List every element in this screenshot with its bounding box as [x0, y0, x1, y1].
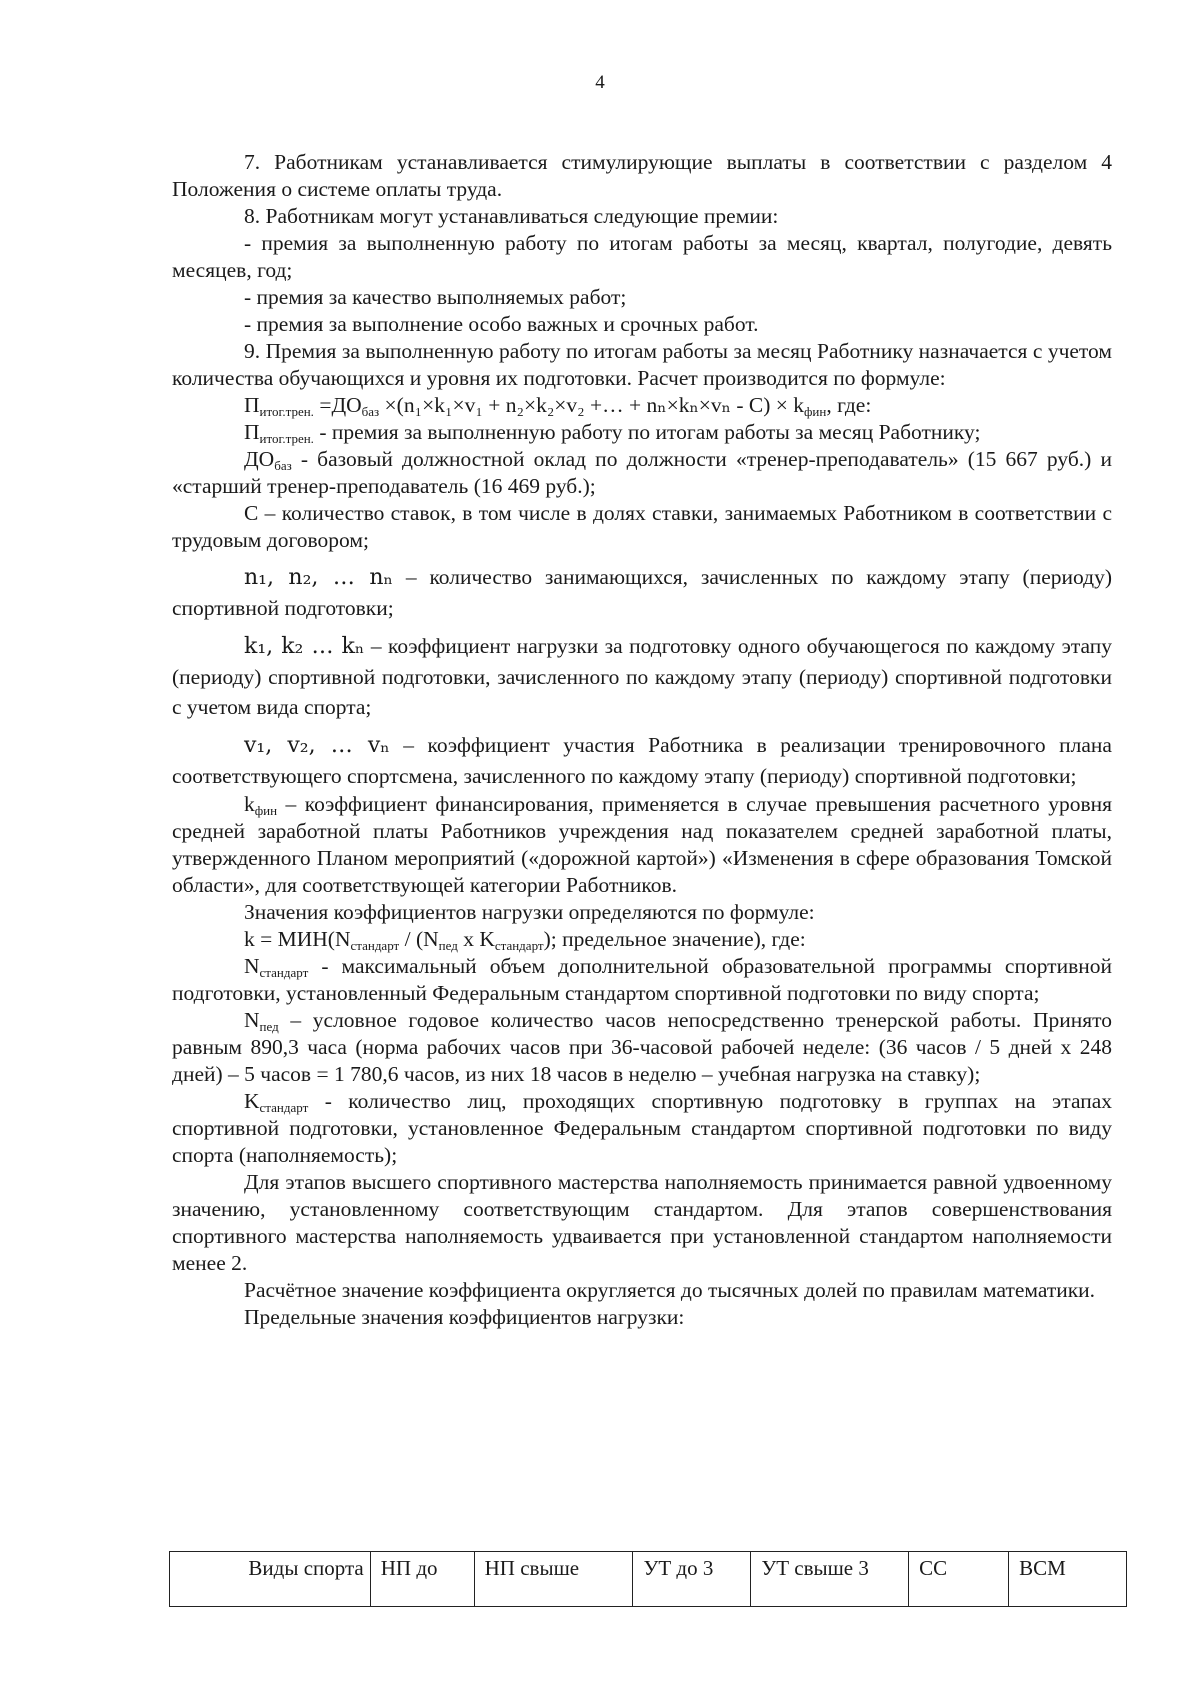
definition-bonus: $П_{итог.трен.}$ - премия за выполненную работу по итогам работы за месяц Работнику;	[244, 420, 981, 446]
definition-students: n₁, n₂, … nₙ – количество занимающихся, зачисленных по каждому этапу (периоду) спортивной подготовки;	[172, 565, 1112, 620]
definition-load-coefficient: k₁, k₂ … kₙ – коэффициент нагрузки за подготовку одного обучающегося по каждому этапу (периоду) спортивной подготовки, зачисленного по каждому этапу (периоду) спортивной подготовки с учетом вида спорта;	[172, 634, 1113, 719]
paragraph-high-mastery: Для этапов высшего спортивного мастерства наполняемость принимается равной удвоенному значению, установленному соответствующим стандартом. Для этапов совершенствования спортивного мастерства наполняемость удваивается при установленной стандартом наполняемости менее 2.	[172, 1170, 1112, 1275]
paragraph-7: 7. Работникам устанавливается стимулирующие выплаты в соответствии с разделом 4 Положения о системе оплаты труда.	[172, 150, 1112, 201]
bonus-item-2: - премия за качество выполняемых работ;	[244, 285, 627, 309]
coefficient-intro: Значения коэффициентов нагрузки определяются по формуле:	[244, 900, 815, 924]
table-header-sport: Виды спорта	[170, 1552, 371, 1607]
paragraph-rounding: Расчётное значение коэффициента округляется до тысячных долей по правилам математики.	[244, 1278, 1096, 1302]
definition-financing-coefficient: $k_{фин}$ – коэффициент финансирования, применяется в случае превышения расчетного уровня средней заработной платы Работников учреждения над показателем средней заработной платы, утвержденного Планом мероприятий («дорожной картой») «Изменения в сфере образования Томской области», для соответствующей категории Работников.	[172, 792, 1112, 897]
definition-k-standard: $K_{стандарт}$ - количество лиц, проходящих спортивную подготовку в группах на этапах спортивной подготовки, установленное Федеральным стандартом спортивной подготовки по виду спорта (наполняемость);	[172, 1089, 1112, 1167]
table-header-row	[170, 1552, 1127, 1607]
paragraph-limits: Предельные значения коэффициентов нагрузки:	[244, 1305, 685, 1329]
table-header-np-to: НП до	[370, 1552, 474, 1607]
table-header-np-over: НП свыше	[474, 1552, 633, 1607]
definition-participation-coefficient: v₁, v₂, … vₙ – коэффициент участия Работника в реализации тренировочного плана соответствующего спортсмена, зачисленного по каждому этапу (периоду) спортивной подготовки;	[172, 733, 1112, 788]
bonus-item-3: - премия за выполнение особо важных и срочных работ.	[244, 312, 759, 336]
coefficient-formula: $k = МИН(N_{стандарт} / (N_{пед}$ x $K_{стандарт}$); предельное значение), где:	[244, 927, 806, 953]
limits-table	[169, 1551, 1127, 1607]
bonus-formula: $П_{итог.трен.} =ДО_{баз} \times(n_1\times k_1\times v_1 + n_2\times k_2\times v_2$ +… + $n_n\times k_n\times v_n - C) \times k_{фин}$, где:	[244, 393, 872, 419]
definition-n-standard: $N_{стандарт}$ - максимальный объем дополнительной образовательной программы спортивной подготовки, установленный Федеральным стандартом спортивной подготовки по виду спорта;	[172, 954, 1112, 1005]
paragraph-8: 8. Работникам могут устанавливаться следующие премии:	[244, 204, 779, 228]
table-header-ut-to-3: УТ до 3	[633, 1552, 751, 1607]
page-number: 4	[595, 72, 605, 93]
definition-rates: С – количество ставок, в том числе в долях ставки, занимаемых Работником в соответствии с трудовым договором;	[172, 501, 1112, 552]
definition-base-salary: $ДО_{баз}$ - базовый должностной оклад по должности «тренер-преподаватель» (15 667 руб.) и «старший тренер-преподаватель (16 469 руб.);	[172, 447, 1112, 498]
paragraph-9: 9. Премия за выполненную работу по итогам работы за месяц Работнику назначается с учетом количества обучающихся и уровня их подготовки. Расчет производится по формуле:	[172, 339, 1112, 390]
bonus-item-1: - премия за выполненную работу по итогам работы за месяц, квартал, полугодие, девять месяцев, год;	[172, 231, 1112, 282]
table-header-ut-over-3: УТ свыше 3	[751, 1552, 909, 1607]
document-body	[172, 149, 1112, 1331]
table-header-ss: СС	[909, 1552, 1009, 1607]
definition-n-ped: $N_{пед}$ – условное годовое количество часов непосредственно тренерской работы. Принято равным 890,3 часа (норма рабочих часов при 36-часовой рабочей неделе: (36 часов / 5 дней х 248 дней) – 5 часов = 1 780,6 часов, из них 18 часов в неделю – учебная нагрузка на ставку);	[172, 1008, 1112, 1086]
table-header-vsm: ВСМ	[1009, 1552, 1127, 1607]
